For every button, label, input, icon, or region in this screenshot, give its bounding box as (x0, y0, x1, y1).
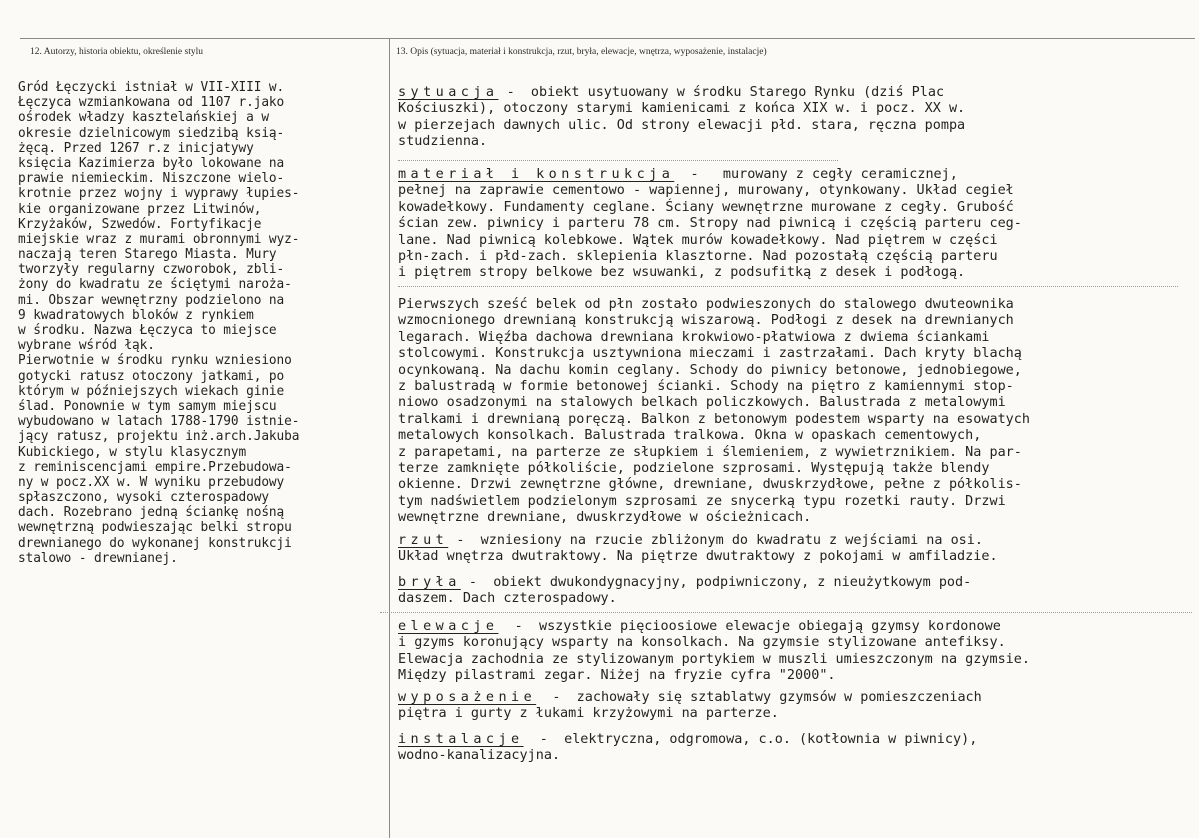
history-line: w środku. Nazwa Łęczyca to miejsce (18, 323, 277, 338)
construction-line: z parapetami, na parterze ze słupkiem i ślemieniem, z wywietrznikiem. Na par- (398, 443, 1022, 460)
history-section-header: 12. Autorzy, historia obiektu, określenie stylu (30, 47, 203, 57)
material-line-1: materiał i konstrukcja - murowany z cegły ceramicznej, (398, 166, 958, 182)
installations-heading: instalacje (398, 731, 524, 747)
history-line: okresie dzielnicowym siedzibą ksią- (18, 125, 285, 141)
history-line: prawie niemieckim. Niszczone wielo- (18, 171, 285, 187)
history-line: żęcą. Przed 1267 r.z inicjatywy (18, 140, 254, 156)
section-separator (380, 612, 1192, 613)
history-line: ny w pocz.XX w. W wyniku przebudowy (18, 474, 285, 490)
installations-section (398, 731, 983, 764)
history-line: kie organizowane przez Litwinów, (18, 201, 262, 217)
construction-line: tralkami i drewnianą poręczą. Balkon z betonowym podestem wsparty na esowatych (398, 410, 1030, 427)
construction-line: wzmocnionego drewnianą konstrukcją wiszarową. Podłogi z desek na drewnianych (398, 312, 1014, 329)
description-section-header: 13. Opis (sytuacja, materiał i konstrukcja, rzut, bryła, elewacje, wnętrza, wyposażenie, instalacje) (396, 47, 767, 57)
elevations-line-1: elewacje - wszystkie pięcioosiowe elewacje obiegają gzymsy kordonowe (398, 618, 1001, 634)
history-line: Pierwotnie w środku rynku wzniesiono (18, 353, 292, 369)
installations-line-1: instalacje - elektryczna, odgromowa, c.o. (kotłownia w piwnicy), (398, 731, 978, 747)
massing-line-1: bryła - obiekt dwukondygnacyjny, podpiwniczony, z nieużytkowym pod- (398, 574, 972, 590)
history-line: krotnie przez wojny i wyprawy łupies- (18, 186, 300, 202)
history-line: dach. Rozebrano jedną ściankę nośną (18, 505, 285, 521)
history-line: drewnianego do wykonanej konstrukcji (18, 535, 292, 551)
history-line: stalowo - drewnianej. (18, 550, 178, 566)
construction-line: okienne. Drzwi zewnętrzne główne, drewniane, dwuskrzydłowe, pełne z półkolis- (398, 476, 1022, 493)
column-divider (389, 38, 390, 838)
construction-line: metalowych konsolkach. Balustrada tralkowa. Okna w opaskach cementowych, (398, 427, 982, 444)
material-line: kowadełkowy. Fundamenty ceglane. Ściany wewnętrzne murowane z cegły. Grubość (398, 198, 1014, 215)
history-line: gotycki ratusz otoczony jatkami, po (18, 368, 285, 384)
situation-line-1: sytuacja - obiekt usytuowany w środku Starego Rynku (dziś Plac (398, 84, 945, 100)
massing-section (398, 574, 977, 607)
material-line: ścian zew. piwnicy i parteru 78 cm. Stropy nad piwnicą i częścią parteru ceg- (398, 215, 1022, 232)
history-line: naczają teren Starego Miasta. Mury (18, 247, 277, 263)
elevations-heading: elewacje (398, 618, 499, 634)
situation-section (398, 84, 971, 150)
material-line: pełnej na zaprawie cementowo - wapiennej, murowany, otynkowany. Układ cegieł (398, 182, 1014, 199)
history-text (18, 80, 299, 566)
history-line: Gród Łęczycki istniał w VII-XIII w. (18, 80, 285, 95)
plan-heading: rzut (398, 532, 449, 548)
plan-line-1: rzut - wzniesiony na rzucie zbliżonym do kwadratu z wejściami na osi. (398, 532, 983, 548)
history-line: ośrodek władzy kasztelańskiej a w (18, 110, 269, 126)
construction-line: niowo osadzonymi na stalowych belkach policzkowych. Balustrada z metalowymi (398, 394, 1006, 411)
material-line: płn-zach. i płd-zach. sklepienia klasztorne. Nad pozostałą częścią parteru (398, 247, 998, 264)
furnishing-section (398, 689, 988, 722)
massing-line: daszem. Dach czterospadowy. (398, 590, 617, 607)
installations-line: wodno-kanalizacyjna. (398, 747, 561, 764)
history-line: jący ratusz, projektu inż.arch.Jakuba (18, 429, 300, 445)
material-line: lane. Nad piwnicą kolebkowe. Wątek murów kowadełkowy. Nad piętrem w części (398, 231, 998, 248)
furnishing-line: piętra i gurty z łukami krzyżowymi na parterze. (398, 705, 779, 722)
massing-heading: bryła (398, 574, 461, 590)
history-line: z reminiscencjami empire.Przebudowa- (18, 459, 292, 475)
construction-line: terze zamknięte półkoliście, podzielone szprosami. Występują także blendy (398, 459, 990, 476)
construction-continued (398, 296, 1036, 525)
history-line: spłaszczono, wysoki czterospadowy (18, 490, 269, 506)
history-line: wybudowano w latach 1788-1790 istnie- (18, 414, 300, 430)
construction-line: stolcowymi. Konstrukcja usztywniona mieczami i zastrzałami. Dach kryty blachą (398, 345, 1022, 362)
construction-line: Pierwszych sześć belek od płn zostało podwieszonych do stalowego dwuteownika (398, 296, 1014, 312)
elevations-section (398, 618, 1036, 684)
history-line: żony do kwadratu ze ściętymi naroża- (18, 277, 292, 293)
construction-line: wewnętrzne drewniane, dwuskrzydłowe w ościeżnicach. (398, 509, 812, 526)
furnishing-line-1: wyposażenie - zachowały się sztablatwy gzymsów w pomieszczeniach (398, 689, 982, 705)
situation-line: w pierzejach dawnych ulic. Od strony elewacji płd. stara, ręczna pompa (398, 116, 966, 133)
history-line: którym w późniejszych wiekach ginie (18, 383, 285, 399)
history-line: 9 kwadratowych bloków z rynkiem (18, 307, 254, 323)
construction-line: ocynkowaną. Na dachu komin ceglany. Schody do piwnicy betonowe, jednobiegowe, (398, 361, 1022, 378)
construction-line: tym nadświetlem podzielonym szprosami ze snycerką typu rozetki rauty. Drzwi (398, 492, 1006, 509)
history-line: księcia Kazimierza było lokowane na (18, 155, 285, 171)
history-line: ślad. Ponownie w tym samym miejscu (18, 398, 277, 414)
plan-section (398, 532, 1004, 565)
elevations-line: Między pilastrami zegar. Niżej na fryzie cyfra "2000". (398, 667, 836, 684)
history-line: Krzyżaków, Szwedów. Fortyfikacje (18, 216, 262, 232)
situation-heading: sytuacja (398, 84, 499, 100)
furnishing-heading: wyposażenie (398, 689, 537, 705)
section-separator (398, 160, 838, 161)
section-separator (398, 286, 1178, 287)
history-line: Łęczyca wzmiankowana od 1107 r.jako (18, 95, 285, 111)
elevations-line: Elewacja zachodnia ze stylizowanym portykiem w muszli umieszczonym na gzymsie. (398, 650, 1030, 667)
elevations-line: i gzyms koronujący wsparty na konsolkach. Na gzymsie stylizowane antefiksy. (398, 634, 1006, 651)
situation-line: studzienna. (398, 133, 488, 150)
material-heading: materiał i konstrukcja (398, 166, 675, 182)
history-line: mi. Obszar wewnętrzny podzielono na (18, 292, 285, 308)
history-line: wybrane wśród łąk. (18, 338, 155, 354)
history-line: wewnętrzną podwieszając belki stropu (18, 520, 292, 536)
material-section (398, 166, 1028, 281)
history-line: tworzyły regularny czworobok, zbli- (18, 262, 285, 278)
construction-line: z balustradą w formie betonowej ścianki. Schody na piętro z kamiennymi stop- (398, 377, 1014, 394)
material-line: i piętrem stropy belkowe bez wsuwanki, z podsufitką z desek i podłogą. (398, 264, 966, 281)
construction-line: legarach. Więźba dachowa drewniana krokwiowo-płatwiowa z dwiema ściankami (398, 328, 990, 345)
history-line: miejskie wraz z murami obronnymi wyz- (18, 231, 300, 247)
frame-top-border (20, 38, 1195, 39)
history-line: Kubickiego, w stylu klasycznym (18, 444, 247, 460)
situation-line: Kościuszki), otoczony starymi kamienicami z końca XIX w. i pocz. XX w. (398, 100, 966, 117)
plan-line: Układ wnętrza dwutraktowy. Na piętrze dwutraktowy z pokojami w amfiladzie. (398, 548, 998, 565)
